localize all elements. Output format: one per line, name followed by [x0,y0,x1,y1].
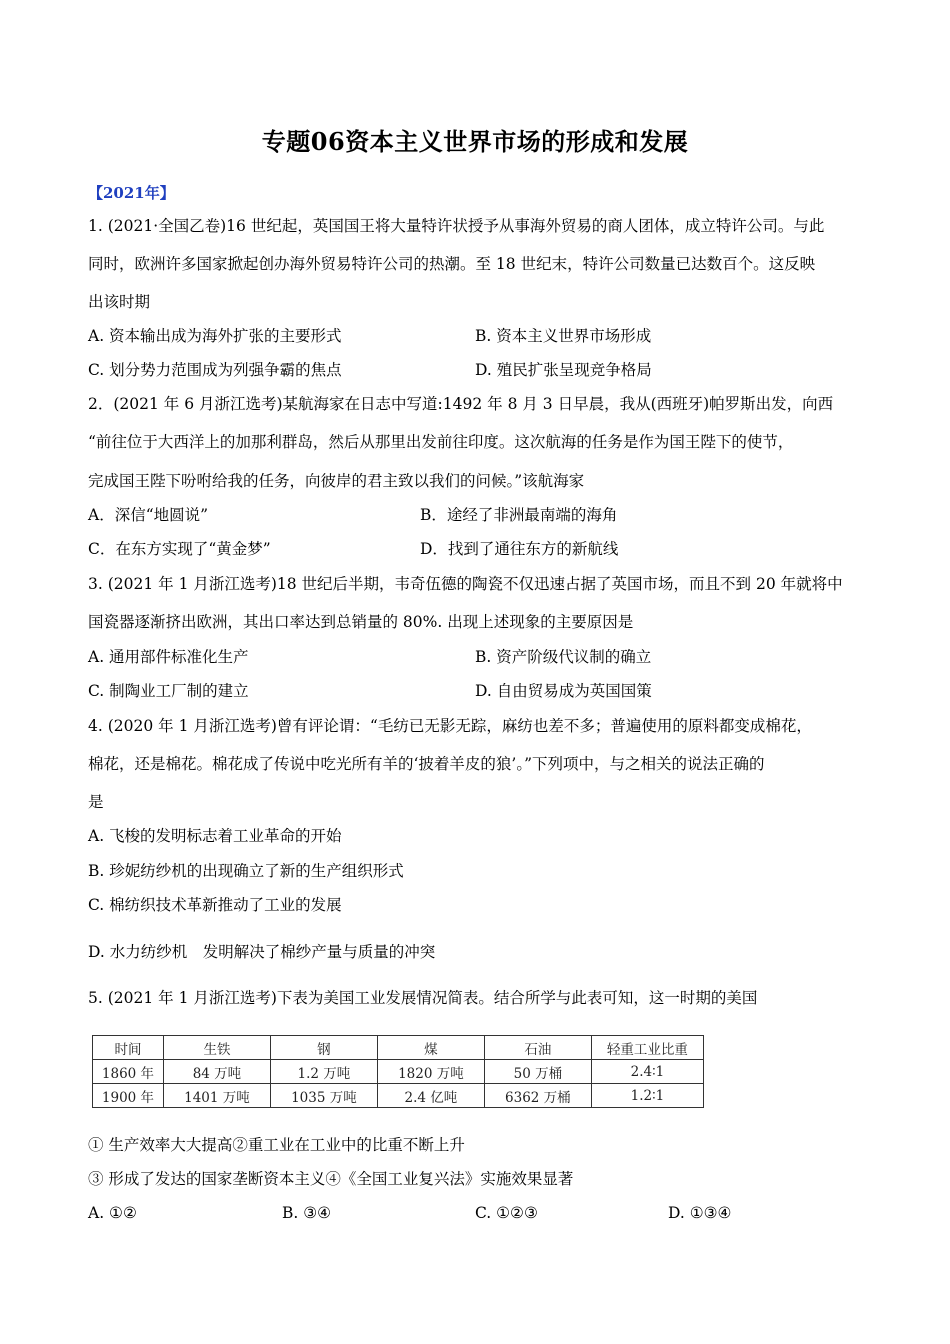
table-cell: 2.4 亿吨 [377,1084,484,1108]
table-cell: 1.2∶1 [591,1084,703,1108]
q1-option-a: A. 资本输出成为海外扩张的主要形式 [88,327,342,345]
q2-option-a: A．深信“地圆说” [88,506,209,524]
table-row [93,1060,704,1084]
table-cell: 2.4∶1 [591,1060,703,1084]
industry-table [92,1035,704,1108]
q5-option-c: C. ①②③ [475,1204,538,1222]
table-header-cell: 钢 [270,1036,377,1060]
q5-option-d: D. ①③④ [668,1204,732,1222]
q4-option-a: A. 飞梭的发明标志着工业革命的开始 [88,827,342,845]
q3-option-b: B. 资产阶级代议制的确立 [475,648,652,666]
q3-option-d: D. 自由贸易成为英国国策 [475,682,652,700]
q4-option-b: B. 珍妮纺纱机的出现确立了新的生产组织形式 [88,862,404,880]
q4-option-c: C. 棉纺织技术革新推动了工业的发展 [88,896,342,914]
q5-statement: ③ 形成了发达的国家垄断资本主义④《全国工业复兴法》实施效果显著 [88,1170,574,1188]
q4-line: 是 [88,793,104,811]
q1-line: 同时，欧洲许多国家掀起创办海外贸易特许公司的热潮。至 18 世纪末，特许公司数量已达数百个。这反映 [88,255,816,273]
q4-line: 棉花，还是棉花。棉花成了传说中吃光所有羊的‘披着羊皮的狼’。”下列项中，与之相关的说法正确的 [88,755,765,773]
table-cell: 84 万吨 [163,1060,270,1084]
q1-line: 1. (2021·全国乙卷)16 世纪起，英国国王将大量特许状授予从事海外贸易的商人团体，成立特许公司。与此 [88,217,825,235]
table-cell: 1401 万吨 [163,1084,270,1108]
q1-option-d: D. 殖民扩张呈现竞争格局 [475,361,652,379]
table-header-cell: 生铁 [163,1036,270,1060]
q4-option-d: D. 水力纺纱机 发明解决了棉纱产量与质量的冲突 [88,943,436,961]
table-cell: 1820 万吨 [377,1060,484,1084]
q3-option-a: A. 通用部件标准化生产 [88,648,249,666]
q3-line: 3. (2021 年 1 月浙江选考)18 世纪后半期，韦奇伍德的陶瓷不仅迅速占据了英国市场，而且不到 20 年就将中 [88,575,843,593]
q2-option-d: D．找到了通往东方的新航线 [420,540,619,558]
table-cell: 6362 万桶 [484,1084,591,1108]
q5-option-b: B. ③④ [282,1204,332,1222]
q5-statement: ① 生产效率大大提高②重工业在工业中的比重不断上升 [88,1136,465,1154]
table-header-cell: 煤 [377,1036,484,1060]
table-cell: 1.2 万吨 [270,1060,377,1084]
table-cell: 1860 年 [93,1060,164,1084]
table-row [93,1084,704,1108]
q1-line: 出该时期 [88,293,151,311]
q2-option-c: C．在东方实现了“黄金梦” [88,540,271,558]
table-cell: 1900 年 [93,1084,164,1108]
table-cell: 1035 万吨 [270,1084,377,1108]
table-header-cell: 时间 [93,1036,164,1060]
q5-option-a: A. ①② [88,1204,137,1222]
q5-line: 5. (2021 年 1 月浙江选考)下表为美国工业发展情况简表。结合所学与此表可知，这一时期的美国 [88,989,758,1007]
q2-option-b: B．途经了非洲最南端的海角 [420,506,618,524]
q1-option-c: C. 划分势力范围成为列强争霸的焦点 [88,361,342,379]
table-header-cell: 轻重工业比重 [591,1036,703,1060]
table-header-row [93,1036,704,1060]
table-header-cell: 石油 [484,1036,591,1060]
q2-line: 2．(2021 年 6 月浙江选考)某航海家在日志中写道:1492 年 8 月 3 日早晨，我从(西班牙)帕罗斯出发，向西 [88,395,834,413]
q3-option-c: C. 制陶业工厂制的建立 [88,682,249,700]
page-title: 专题06资本主义世界市场的形成和发展 [261,127,689,156]
section-year-label: 【2021年】 [88,184,175,202]
q2-line: “前往位于大西洋上的加那利群岛，然后从那里出发前往印度。这次航海的任务是作为国王陛下的使节， [88,433,794,451]
q2-line: 完成国王陛下吩咐给我的任务，向彼岸的君主致以我们的问候。”该航海家 [88,472,585,490]
q4-line: 4. (2020 年 1 月浙江选考)曾有评论谓：“毛纺已无影无踪，麻纺也差不多；普遍使用的原料都变成棉花， [88,717,812,735]
q1-option-b: B. 资本主义世界市场形成 [475,327,652,345]
table-cell: 50 万桶 [484,1060,591,1084]
q3-line: 国瓷器逐渐挤出欧洲，其出口率达到总销量的 80%. 出现上述现象的主要原因是 [88,613,634,631]
